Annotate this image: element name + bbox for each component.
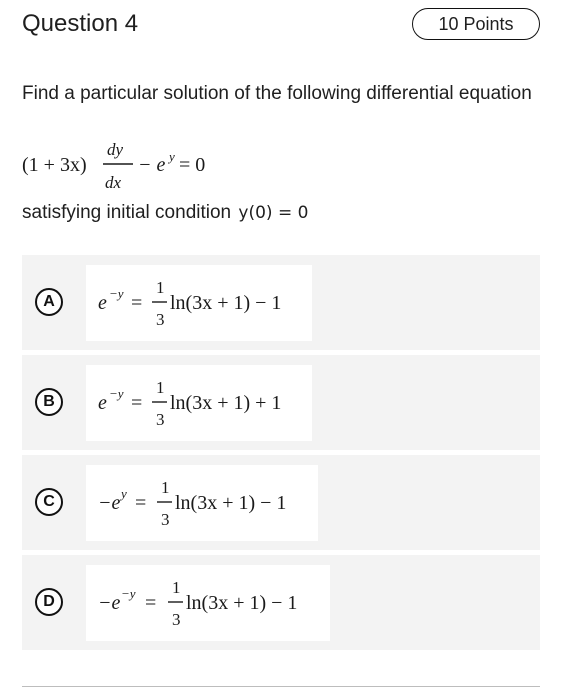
formula-fraction-numerator: 1	[156, 378, 165, 397]
formula-equals: =	[145, 592, 157, 614]
formula-svg	[86, 265, 312, 341]
formula-lhs-exponent: −y	[109, 386, 124, 401]
option-c-formula	[86, 465, 318, 541]
equation-rhs: − e	[138, 154, 166, 176]
formula-lhs: e	[98, 292, 107, 314]
equation-dx: dx	[105, 173, 122, 192]
formula-lhs: e	[98, 392, 107, 414]
question-title: Question 4	[22, 10, 139, 37]
option-d-formula	[86, 565, 330, 641]
differential-equation	[22, 136, 252, 198]
initial-condition-text: satisfying initial condition	[22, 202, 232, 223]
option-b[interactable]	[22, 355, 540, 450]
formula-lhs: −e	[98, 592, 121, 614]
option-letter-badge: A	[35, 288, 63, 316]
initial-condition-math: y(0) = 0	[238, 203, 309, 223]
bottom-divider	[22, 686, 540, 687]
formula-fraction-denominator: 3	[156, 410, 165, 429]
equation-dy: dy	[107, 140, 124, 159]
equation-svg	[22, 136, 252, 198]
formula-body: ln(3x + 1) − 1	[170, 292, 282, 314]
option-a[interactable]	[22, 255, 540, 350]
formula-body: ln(3x + 1) + 1	[170, 392, 282, 414]
formula-equals: =	[131, 292, 143, 314]
formula-fraction-denominator: 3	[161, 510, 170, 529]
option-b-formula	[86, 365, 312, 441]
formula-fraction-denominator: 3	[172, 610, 181, 629]
option-d[interactable]	[22, 555, 540, 650]
option-letter-badge: B	[35, 388, 63, 416]
option-letter-badge: D	[35, 588, 63, 616]
formula-lhs-exponent: y	[121, 486, 127, 501]
formula-fraction-denominator: 3	[156, 310, 165, 329]
formula-svg	[86, 565, 330, 641]
formula-body: ln(3x + 1) − 1	[186, 592, 298, 614]
initial-condition	[22, 198, 308, 228]
formula-fraction-numerator: 1	[172, 578, 181, 597]
formula-svg	[86, 365, 312, 441]
formula-lhs: −e	[98, 492, 121, 514]
option-letter-badge: C	[35, 488, 63, 516]
equation-equals: = 0	[179, 154, 206, 176]
equation-left-factor: (1 + 3x)	[22, 154, 87, 176]
formula-equals: =	[135, 492, 147, 514]
option-a-formula	[86, 265, 312, 341]
formula-lhs-exponent: −y	[121, 586, 136, 601]
formula-svg	[86, 465, 318, 541]
question-header	[22, 8, 540, 42]
formula-fraction-numerator: 1	[156, 278, 165, 297]
question-text: Find a particular solution of the following differential equation	[22, 83, 532, 104]
points-badge: 10 Points	[412, 8, 540, 40]
equation-rhs-exponent: y	[169, 149, 175, 164]
formula-equals: =	[131, 392, 143, 414]
formula-lhs-exponent: −y	[109, 286, 124, 301]
formula-fraction-numerator: 1	[161, 478, 170, 497]
formula-body: ln(3x + 1) − 1	[175, 492, 287, 514]
answer-options	[22, 255, 540, 655]
option-c[interactable]	[22, 455, 540, 550]
